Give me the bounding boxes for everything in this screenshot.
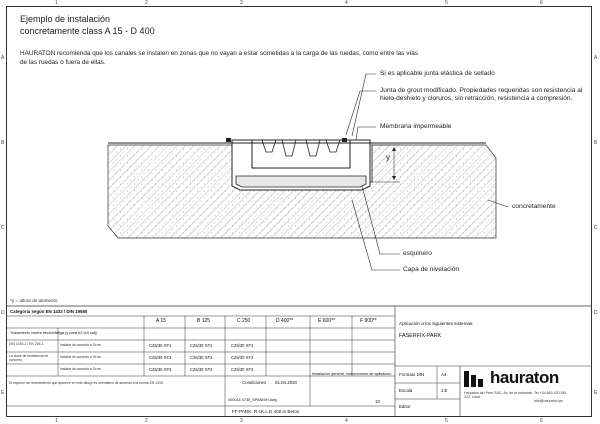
footnote: *y = altura de alumento [10,298,58,303]
membrane-annotation: Membrana impermeable [380,123,452,130]
brand-email: info@hauraton.pe [534,399,563,403]
grid-col-4-bottom: 4 [345,418,348,424]
conditions-label: Condiciones [242,380,267,385]
grid-row-d: D [1,310,5,316]
grid-row-d-right: D [594,310,598,316]
hauraton-logo-icon [464,370,488,388]
table-header-sub: Tratamiento contra flexión/fatiga (y para tr2 (x4 cat)) [10,331,98,335]
class-b125: B 125 [197,318,211,324]
format-value: A4 [441,372,447,377]
class-c250: C 250 [237,318,251,324]
title-line-1: Ejemplo de instalación [20,14,111,24]
grid-row-c: C [1,225,5,231]
row-group-2: La clase de resistencia de concreto [9,354,49,362]
dimension-y-label: y [386,153,390,162]
table-cell: C25/30 XF1 [190,343,213,348]
grid-col-1-bottom: 1 [55,418,58,424]
drawing-number: 000014 4730_SPANISH.dwg [228,398,277,402]
row-label-1: Instalar de acuerdo a Grow [60,343,101,347]
table-cell: C25/30 XF3 [190,367,213,372]
scale-value: 1:5 [441,388,448,393]
table-cell: C25/30 XF3 [149,355,172,360]
grid-col-6: 6 [540,0,543,6]
grid-row-a-right: A [594,55,598,61]
class-d400: D 400** [276,318,294,324]
grid-col-2-bottom: 2 [145,418,148,424]
grid-col-1: 1 [55,0,58,6]
grid-col-2: 2 [145,0,148,6]
applies-to-label: Aplicación a los siguientes sistemas: [399,321,474,326]
class-f900: F 900** [360,318,377,324]
joint-annotation: Si es aplicable junta elástica de sellado [380,70,495,77]
file-name: FF-PARK: R.I.K.L D 400 in Beton [232,409,300,414]
table-header-left: Categoría según EN 1433 / DIN 19580 [10,309,88,314]
title-line-2: concretamente class A 15 - D 400 [20,26,155,36]
table-cell: C25/30 XF1 [231,343,254,348]
grid-col-3: 3 [240,0,243,6]
table-cell: C25/30 XF3 [190,355,213,360]
row-label-2: Instalar de acuerdo a Grow [60,355,101,359]
grid-row-e: E [1,390,5,396]
brand-address: Hauraton del Perú SAC. Av. de la Industria 123, Lima [464,391,532,400]
sheet-number: 10 [375,399,380,404]
table-cell: C25/30 XF3 [231,367,254,372]
editor-label: Editor [399,404,411,409]
grid-row-a: A [1,55,5,61]
format-label: Formato DIN [399,372,425,377]
brand-phone: Tel.+34 663 420 581 [534,391,567,395]
applies-to-system: FASERFIX-PARK [399,333,442,339]
table-cell: C25/30 XF3 [231,355,254,360]
row-group-1: DIN 1045-2 / EN 206-1 [9,342,44,346]
grid-col-4: 4 [345,0,348,6]
scale-label: Escala [399,388,413,393]
conditions-date: 01.04.2020 [275,380,297,385]
table-cell: C25/30 XF1 [149,343,172,348]
grid-row-b: B [1,140,5,146]
grid-row-e-right: E [594,390,598,396]
table-footer-note: El espesor de revestimiento que aparece en este dibujo es orientativo de acuerdo a la norma EN 1433. [9,381,164,385]
class-e600: E 600** [318,318,335,324]
brand-name: hauraton [490,368,559,387]
table-cell: C25/30 XF3 [149,367,172,372]
grid-col-5-bottom: 5 [445,418,448,424]
grid-col-5: 5 [445,0,448,6]
grout-annotation: Junta de grout modificado. Propiedades requeridas son resistencia al hielo-deshielo y cloruros, sin retracción, resistencia a compresión. [380,87,583,103]
description: HAURATON recomienda que los canales se instalen en zonas que no vayan a estar sometidas a la carga de las ruedas, como entre las vías de las ruedas o fuera de ellas. [20,50,418,66]
drawing-info: Instalación general, instrucciones de aplicación [312,372,392,376]
grid-col-3-bottom: 3 [240,418,243,424]
row-label-3: Instalar de acuerdo a Grow [60,367,101,371]
leveling-annotation: Capa de nivelación [403,266,460,273]
grid-col-6-bottom: 6 [540,418,543,424]
class-a15: A 15 [156,318,167,324]
grid-row-b-right: B [594,140,598,146]
grid-row-c-right: C [594,225,598,231]
concrete-annotation: concretamente [512,203,556,210]
corner-annotation: esquinero [403,250,432,257]
